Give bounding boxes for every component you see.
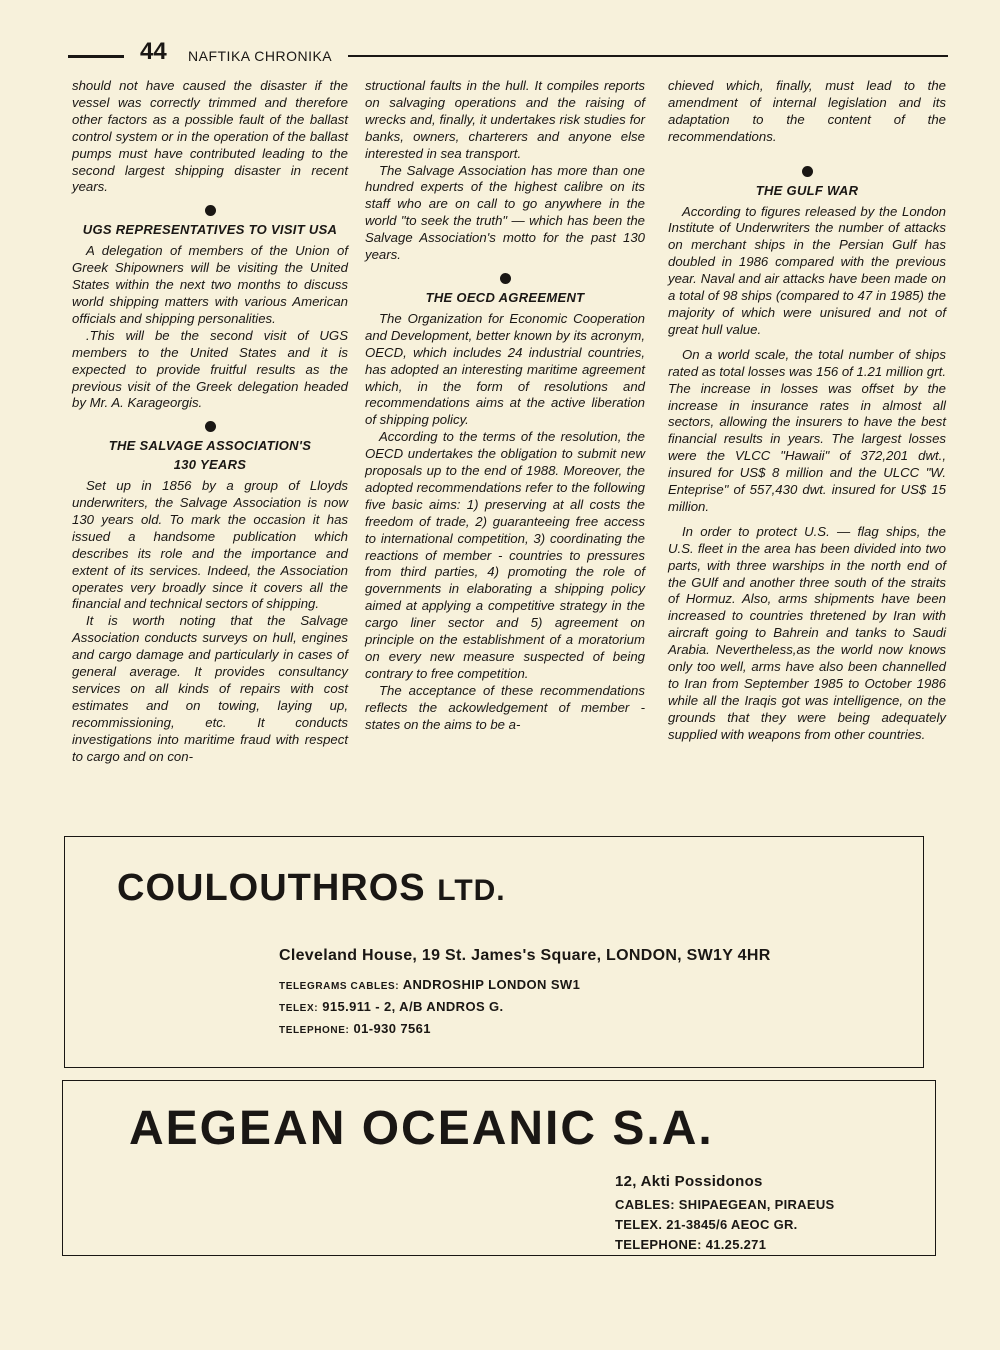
article-text: The Organization for Economic Cooperation and Development, better known by its acronym, OECD, which includes 24 industrial countries, has adopted an interesting maritime agreement which, in the form of resolutions and recommendations aims at the active liberation of shipping policy. [365, 310, 645, 428]
article-text: According to figures released by the London Institute of Underwriters the number of attacks on merchant ships in the Persian Gulf has doubled in 1986 compared with the previous year. Naval and air attacks have been made on a total of 98 ships (compared to 47 in 1985) the majority of which were unisured and not of great hull value. [668, 203, 946, 337]
section-bullet [500, 273, 511, 284]
telegrams-value: ANDROSHIP LONDON SW1 [402, 977, 581, 992]
section-heading-salvage: THE SALVAGE ASSOCIATION'S [108, 438, 312, 454]
header-rule-left [68, 55, 124, 58]
article-text: On a world scale, the total number of ships rated as total losses was 156 of 1.21 million grt. The increase in losses was offset by the increase in insurance rates in almost all sectors, allowing the insurers to have the best financial results in years. The largest losses were the VLCC "Hawaii" of 372,201 dwt., insured for US$ 8 million and the ULCC "W. Enteprise" of 557,430 dwt. insured for US$ 15 million. [668, 346, 946, 514]
company-name-main: COULOUTHROS [117, 867, 438, 909]
company-name-suffix: LTD. [437, 874, 506, 907]
section-heading-ugs: UGS REPRESENTATIVES TO VISIT USA [82, 222, 338, 238]
article-text: A delegation of members of the Union of Greek Shipowners will be visiting the United States within the next two months to discuss world shipping matters with various American officials and shipping personalities. [72, 243, 348, 326]
article-text: According to the terms of the resolution, the OECD undertakes the obligation to submit new proposals up to the end of 1988. Moreover, the adopted recommendations refer to the following five basic aims: 1) preserving at all costs the freedom of trade, 2) guaranteeing free access to international competition, 3) coordinating the reactions of member - countries to pressures from third parties, 4) promoting the role of governments in elaborating a shipping policy aimed at applying a competitive strategy in the cargo liner sector and 5) agreement on principle on the establishment of a moratorium on every new measure suspected of being contrary to free competition. [365, 429, 645, 681]
telephone-value: 01-930 7561 [353, 1021, 431, 1036]
company-address: 12, Akti Possidonos [615, 1173, 763, 1190]
section-heading-salvage-years: 130 YEARS [173, 457, 247, 473]
article-text: The acceptance of these recommendations reflects the ackowledgement of member - states on the aims to be a- [365, 682, 645, 732]
cables-line: CABLES: SHIPAEGEAN, PIRAEUS [615, 1197, 835, 1212]
telephone-line: TELEPHONE: 41.25.271 [615, 1237, 767, 1252]
article-text: The Salvage Association has more than one hundred experts of the highest calibre on its staff who are on call to go anywhere in the world "to seek the truth" — which has been the Salvage Association's motto for the past 130 years. [365, 162, 645, 263]
article-text: structional faults in the hull. It compiles reports on salvaging operations and the raising of wrecks and, finally, it undertakes risk studies for banks, owners, charterers and anyone else interested in sea transport. [365, 78, 645, 161]
advertisement-coulouthros [64, 836, 924, 1068]
telex-value: 915.911 - 2, A/B ANDROS G. [322, 999, 504, 1014]
telephone-line [279, 1021, 431, 1036]
header-rule-right [348, 55, 948, 57]
advertisement-aegean-oceanic [62, 1080, 936, 1256]
column-2 [365, 78, 645, 734]
section-bullet [205, 421, 216, 432]
section-bullet [802, 166, 813, 177]
article-text: .This will be the second visit of UGS members to the United States and it is expected to provide fruitful results as the previous visit of the Greek delegation headed by Mr. A. Karageorgis. [72, 327, 348, 411]
article-text: should not have caused the disaster if the vessel was correctly trimmed and therefore other factors as a possible fault of the ballast control system or in the operation of the ballast pumps must have contributed leading to the second largest shipping disaster in recent years. [72, 78, 348, 195]
article-text: It is worth noting that the Salvage Association conducts surveys on hull, engines and cargo damage and particularly in cases of general average. It provides consultancy services on all kinds of repairs with cost estimates and on towing, laying up, recommissioning, etc. It conducts investigations into maritime fraud with respect to cargo and on con- [72, 613, 348, 764]
telex-label: TELEX: [279, 1003, 319, 1014]
company-name: AEGEAN OCEANIC S.A. [129, 1102, 714, 1155]
article-text: In order to protect U.S. — flag ships, the U.S. fleet in the area has been divided into two parts, with three warships in the north end of the GUlf and another three south of the straits of Hormuz. Also, arms shipments have been increased to countries thretened by Iran with aircraft going to Bahrein and tanks to Saudi Arabia. Nevertheless,as the world now knows only too well, arms have also been channelled to Iran from September 1985 to October 1986 while all the Iraqis got was intelligence, on the grounds that they were being adequately supplied with weapons from other countries. [668, 523, 946, 742]
telex-line [279, 999, 504, 1014]
article-text: Set up in 1856 by a group of Lloyds underwriters, the Salvage Association is now 130 years old. To mark the occasion it has issued a handsome publication which describes its role and the importance and extent of its services. Indeed, the Association operates very broadly since it covers all the financial and technical sectors of shipping. [72, 478, 348, 612]
article-text: chieved which, finally, must lead to the amendment of internal legislation and its adaptation to the content of the recommendations. [668, 78, 946, 144]
section-heading-gulf: THE GULF WAR [755, 182, 859, 198]
company-address: Cleveland House, 19 St. James's Square, LONDON, SW1Y 4HR [279, 947, 771, 964]
column-3 [668, 78, 946, 744]
telephone-label: TELEPHONE: [279, 1025, 350, 1036]
column-1 [72, 78, 348, 766]
section-heading-oecd: THE OECD AGREEMENT [425, 289, 585, 305]
page-number: 44 [140, 38, 167, 65]
page-header [68, 38, 948, 72]
telex-line: TELEX. 21-3845/6 AEOC GR. [615, 1217, 798, 1232]
magazine-title: NAFTIKA CHRONIKA [188, 48, 333, 64]
company-name [117, 867, 506, 910]
telegrams-line [279, 977, 580, 992]
telegrams-label: TELEGRAMS CABLES: [279, 981, 400, 992]
section-bullet [205, 205, 216, 216]
